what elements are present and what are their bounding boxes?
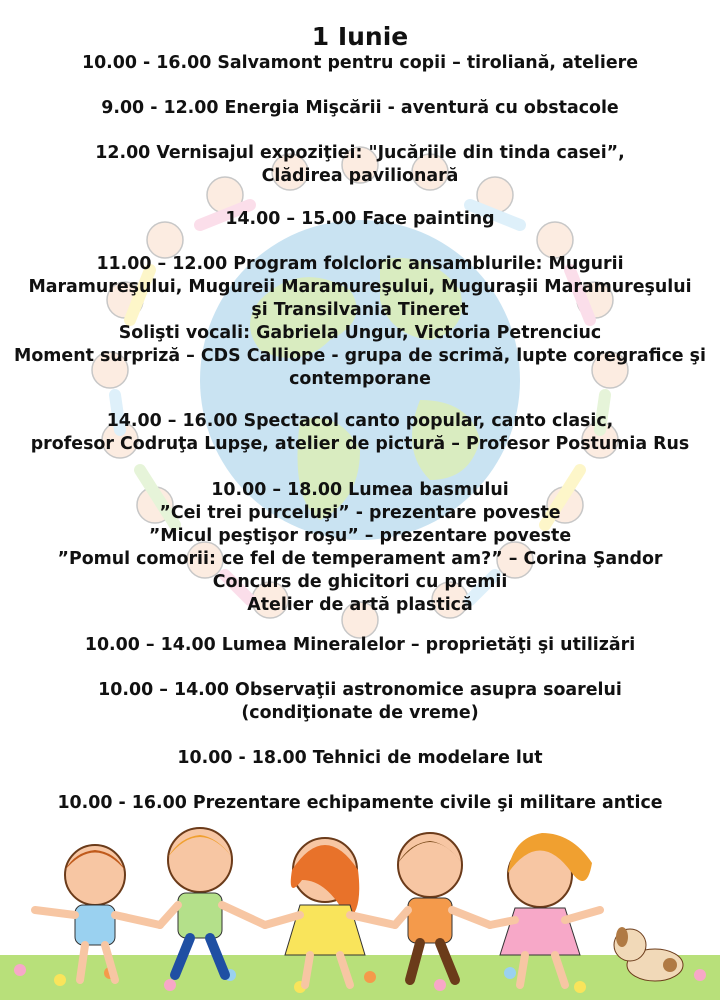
entry-line: 10.00 – 18.00 Lumea basmului — [211, 480, 509, 500]
entry-line: 12.00 Vernisajul expoziţiei: "Jucăriile din tinda casei”, — [95, 143, 625, 163]
entry-line: 11.00 – 12.00 Program folcloric ansamblurile: Mugurii — [96, 254, 624, 274]
entry-line: Moment surpriză – CDS Calliope - grupa de scrimă, lupte coregrafice şi — [14, 346, 706, 366]
entry-line: şi Transilvania Tineret — [251, 300, 469, 320]
entry-line: 10.00 - 16.00 Prezentare echipamente civile şi militare antice — [57, 793, 663, 813]
entry-line: Atelier de artă plastică — [247, 595, 473, 615]
entry-line: contemporane — [289, 369, 431, 389]
schedule-entry — [0, 97, 720, 120]
entry-line: 9.00 - 12.00 Energia Mişcării - aventură cu obstacole — [101, 98, 619, 118]
entry-line: ”Cei trei purceluşi” - prezentare poveste — [159, 503, 561, 523]
child-figure — [160, 828, 265, 975]
schedule-entry — [0, 52, 720, 75]
entry-line: Concurs de ghicitori cu premii — [212, 572, 508, 592]
schedule-entry — [0, 792, 720, 815]
entry-line: 14.00 – 16.00 Spectacol canto popular, canto clasic, — [106, 411, 614, 431]
entry-line: Solişti vocali: Gabriela Ungur, Victoria Petrenciuc — [118, 323, 602, 343]
entry-line: 10.00 – 14.00 Observaţii astronomice asupra soarelui — [98, 680, 622, 700]
children-running-illustration-icon — [0, 815, 720, 1000]
schedule-entry — [0, 479, 720, 617]
schedule-entry — [0, 410, 720, 456]
entry-line: ”Micul peştişor roşu” – prezentare poveste — [148, 526, 572, 546]
schedule-entry — [0, 747, 720, 770]
schedule-entry — [0, 253, 720, 391]
entry-line: profesor Codruţa Lupşe, atelier de pictură – Profesor Postumia Rus — [30, 434, 690, 454]
entry-line: 14.00 – 15.00 Face painting — [225, 209, 495, 229]
entry-line: 10.00 – 14.00 Lumea Mineralelor – proprietăţi şi utilizări — [84, 635, 636, 655]
page-title: 1 Iunie — [311, 22, 409, 51]
entry-line: 10.00 - 16.00 Salvamont pentru copii – tiroliană, ateliere — [81, 53, 639, 73]
entry-line: 10.00 - 18.00 Tehnici de modelare lut — [177, 748, 543, 768]
schedule-entry — [0, 208, 720, 231]
entry-line: Maramureşului, Mugureii Maramureşului, Muguraşii Maramureşului — [28, 277, 692, 297]
entry-line: ”Pomul comorii: ce fel de temperament am?” – Corina Şandor — [57, 549, 663, 569]
schedule-entry — [0, 679, 720, 725]
schedule-entry — [0, 142, 720, 188]
entry-line: Clădirea pavilionară — [261, 166, 459, 186]
schedule-entry — [0, 634, 720, 657]
entry-line: (condiţionate de vreme) — [241, 703, 479, 723]
